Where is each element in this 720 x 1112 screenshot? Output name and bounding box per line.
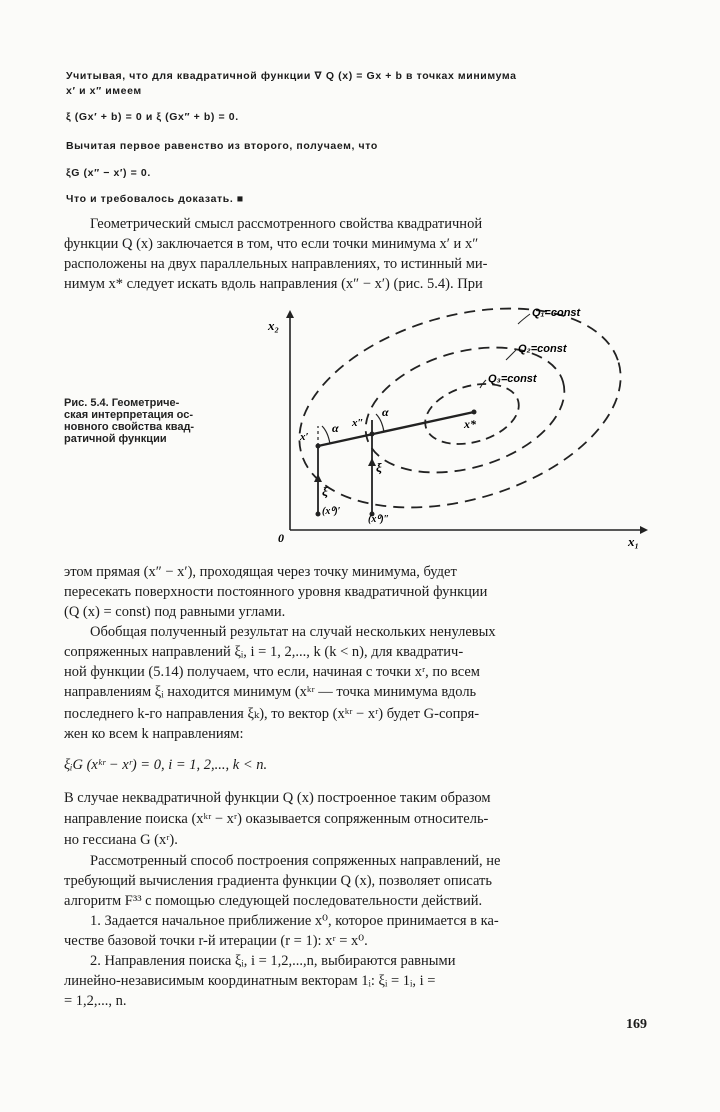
page-number: 169 xyxy=(626,1017,647,1032)
p2-line-9: жен ко всем k направлениям: xyxy=(64,726,244,742)
label-xi-1: ξ xyxy=(322,484,328,499)
p2-line-1: этом прямая (x″ − x′), проходящая через точку минимума, будет xyxy=(64,564,457,580)
figure-5-4 xyxy=(260,300,650,550)
p1-line-3: расположены на двух параллельных направлениях, то истинный ми- xyxy=(64,256,488,272)
p3-line-8: честве базовой точки r-й итерации (r = 1): xʳ = x⁰. xyxy=(64,933,368,949)
arrow-xi-2 xyxy=(368,458,376,466)
p1-line-4: нимум x* следует искать вдоль направления (x″ − x′) (рис. 5.4). При xyxy=(64,276,483,292)
figure-caption: Рис. 5.4. Геометриче- ская интерпретация ос- новного свойства квад- ратичной функции xyxy=(64,397,195,445)
label-xdouble: x″ xyxy=(352,417,364,429)
p3-line-11: = 1,2,..., n. xyxy=(64,993,127,1009)
p3-line-7: 1. Задается начальное приближение x⁰, которое принимается в ка- xyxy=(90,913,499,929)
label-x2: x₂ xyxy=(268,318,280,333)
p2-line-8: последнего k-го направления ξₖ), то вектор (xᵏʳ − xʳ) будет G-сопря- xyxy=(64,706,480,722)
label-q3: Q₃=const xyxy=(488,373,537,385)
p2-line-6: ной функции (5.14) получаем, что если, начиная с точки xʳ, по всем xyxy=(64,664,480,680)
point-x-star xyxy=(472,410,477,415)
p3-line-4: Рассмотренный способ построения сопряженных направлений, не xyxy=(90,853,501,869)
p2-line-3: (Q (x) = const) под равными углами. xyxy=(64,604,286,620)
p3-line-9: 2. Направления поиска ξᵢ, i = 1,2,...,n, выбираются равными xyxy=(90,953,456,969)
label-x0-double: (x⁰)″ xyxy=(368,514,390,525)
intro-equation-1: ξ (Gx′ + b) = 0 и ξ (Gx″ + b) = 0. xyxy=(66,111,239,123)
label-alpha-1: α xyxy=(332,421,339,435)
label-q1-leader xyxy=(518,314,530,324)
label-xstar: x* xyxy=(464,417,476,431)
label-q2-leader xyxy=(506,350,516,360)
intro-line-2: x′ и x″ имеем xyxy=(66,85,142,97)
p1-line-2: функции Q (x) заключается в том, что если точки минимума x′ и x″ xyxy=(64,236,479,252)
p2-line-4: Обобщая полученный результат на случай нескольких ненулевых xyxy=(90,624,496,640)
p3-line-5: требующий вычисления градиента функции Q (x), позволяет описать xyxy=(64,873,493,889)
p3-line-10: линейно-независимым координатным векторам 1ᵢ: ξᵢ = 1ᵢ, i = xyxy=(64,973,436,989)
intro-line-4: Что и требовалось доказать. ■ xyxy=(66,193,244,205)
label-xprime: x′ xyxy=(300,431,309,443)
p3-line-2: направление поиска (xᵏʳ − xʳ) оказывается сопряженным относитель- xyxy=(64,811,489,827)
point-x0-prime xyxy=(316,512,321,517)
label-origin: 0 xyxy=(278,531,284,545)
p2-line-7: направлениям ξᵢ находится минимум (xᵏʳ — точка минимума вдоль xyxy=(64,684,477,700)
label-q2: Q₂=const xyxy=(518,343,567,355)
p1-line-1: Геометрический смысл рассмотренного свойства квадратичной xyxy=(90,216,483,232)
p3-line-6: алгоритм F³³ с помощью следующей последовательности действий. xyxy=(64,893,483,909)
label-xi-2: ξ xyxy=(376,460,382,475)
conjugate-direction-line xyxy=(318,412,474,446)
p2-line-5: сопряженных направлений ξᵢ, i = 1, 2,..., k (k < n), для квадратич- xyxy=(64,644,464,660)
p3-line-1: В случае неквадратичной функции Q (x) построенное таким образом xyxy=(64,790,491,806)
label-q1: Q₁=const xyxy=(532,307,581,319)
x2-axis-arrow xyxy=(286,310,294,318)
intro-line-3: Вычитая первое равенство из второго, получаем, что xyxy=(66,140,378,152)
p3-line-3: но гессиана G (xʳ). xyxy=(64,832,178,848)
label-x1: x₁ xyxy=(628,534,640,549)
label-x0-prime: (x⁰)′ xyxy=(322,506,341,517)
equation-conjugacy: ξᵢG (xᵏʳ − xʳ) = 0, i = 1, 2,..., k < n. xyxy=(64,757,268,773)
level-curve-q3 xyxy=(418,374,526,454)
intro-equation-2: ξG (x″ − x′) = 0. xyxy=(66,167,151,179)
intro-line-1: Учитывая, что для квадратичной функции ∇ Q (x) = Gx + b в точках минимума xyxy=(66,70,517,82)
x1-axis-arrow xyxy=(640,526,648,534)
p2-line-2: пересекать поверхности постоянного уровня квадратичной функции xyxy=(64,584,488,600)
angle-arc-1 xyxy=(322,426,330,444)
label-alpha-2: α xyxy=(382,405,389,419)
